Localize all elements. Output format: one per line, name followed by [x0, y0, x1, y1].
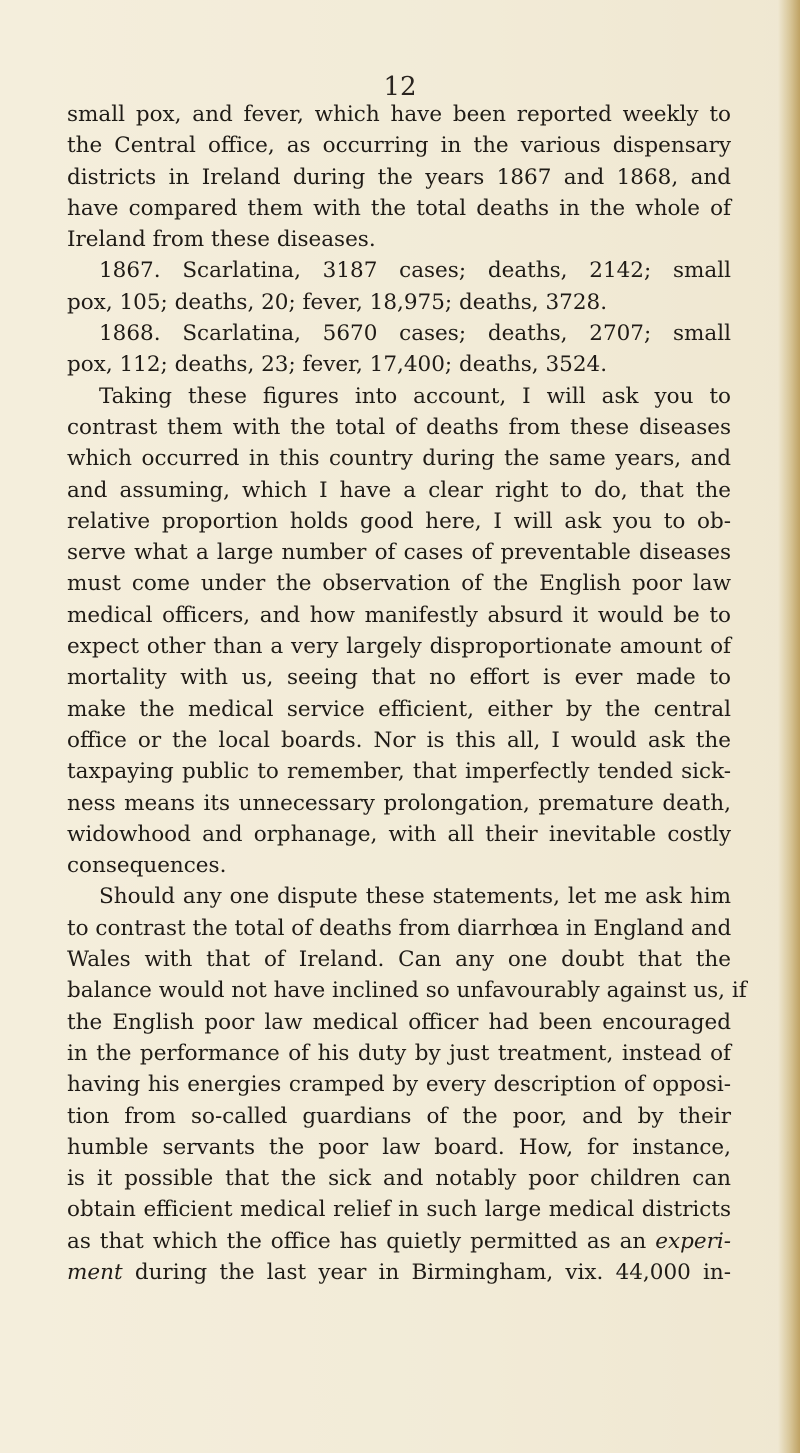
text-line: the Central office, as occurring in the various dispensary: [67, 133, 731, 159]
text-line: must come under the observation of the English poor law: [67, 571, 731, 597]
text-line: 1868. Scarlatina, 5670 cases; deaths, 2707; small: [99, 321, 731, 347]
text-line: Ireland from these diseases.: [67, 227, 376, 253]
text-line: ness means its unnecessary prolongation, premature death,: [67, 790, 731, 816]
text-line: small pox, and fever, which have been reported weekly to: [67, 102, 731, 127]
text-line: pox, 105; deaths, 20; fever, 18,975; deaths, 3728.: [67, 289, 608, 315]
text-line: Taking these figures into account, I will ask you to: [99, 383, 731, 409]
text-line: and assuming, which I have a clear right to do, that the: [67, 477, 731, 503]
text-line: contrast them with the total of deaths from these diseases: [67, 414, 731, 440]
text-line: serve what a large number of cases of preventable diseases: [67, 540, 731, 566]
text-line: mortality with us, seeing that no effort is ever made to: [67, 665, 731, 691]
text-line: widowhood and orphanage, with all their inevitable costly: [67, 821, 731, 847]
page-edge-shadow: [778, 0, 800, 1453]
text-line: is it possible that the sick and notably poor children can: [67, 1166, 731, 1192]
text-line: relative proportion holds good here, I will ask you to ob-: [67, 508, 731, 534]
text-line: Should any one dispute these statements, let me ask him: [99, 884, 731, 910]
text-line: taxpaying public to remember, that imperfectly tended sick-: [67, 759, 731, 785]
italic-word: ment: [67, 1259, 123, 1285]
text-line: pox, 112; deaths, 23; fever, 17,400; deaths, 3524.: [67, 352, 608, 378]
text-line: Wales with that of Ireland. Can any one doubt that the: [67, 947, 731, 973]
text-line: expect other than a very largely disproportionate amount of: [67, 634, 731, 660]
text-line: medical officers, and how manifestly absurd it would be to: [67, 602, 731, 628]
text-line: have compared them with the total deaths in the whole of: [67, 195, 731, 221]
text-line: in the performance of his duty by just treatment, instead of: [67, 1040, 731, 1066]
italic-word: experi-: [655, 1228, 731, 1254]
text-line: office or the local boards. Nor is this all, I would ask the: [67, 727, 731, 753]
text-line: obtain efficient medical relief in such large medical districts: [67, 1197, 731, 1223]
text-line: as that which the office has quietly permitted as an experi-: [67, 1228, 731, 1254]
text-line: 1867. Scarlatina, 3187 cases; deaths, 2142; small: [99, 258, 731, 284]
text-line: which occurred in this country during the same years, and: [67, 446, 731, 472]
text-line: districts in Ireland during the years 1867 and 1868, and: [67, 164, 731, 190]
text-line: balance would not have inclined so unfavourably against us, if: [67, 978, 747, 1004]
text-line: humble servants the poor law board. How, for instance,: [67, 1134, 731, 1160]
text-line: tion from so-called guardians of the poor, and by their: [67, 1103, 731, 1129]
text-line: consequences.: [67, 853, 227, 879]
text-line: make the medical service efficient, either by the central: [67, 696, 731, 722]
text-line: having his energies cramped by every description of opposi-: [67, 1072, 731, 1098]
text-line: to contrast the total of deaths from diarrhœa in England and: [67, 915, 732, 941]
body-text: [67, 99, 747, 1288]
text-line: the English poor law medical officer had been encouraged: [67, 1009, 731, 1035]
text-line: ment during the last year in Birmingham, vix. 44,000 in-: [67, 1259, 731, 1285]
page-number: 12: [383, 72, 417, 102]
